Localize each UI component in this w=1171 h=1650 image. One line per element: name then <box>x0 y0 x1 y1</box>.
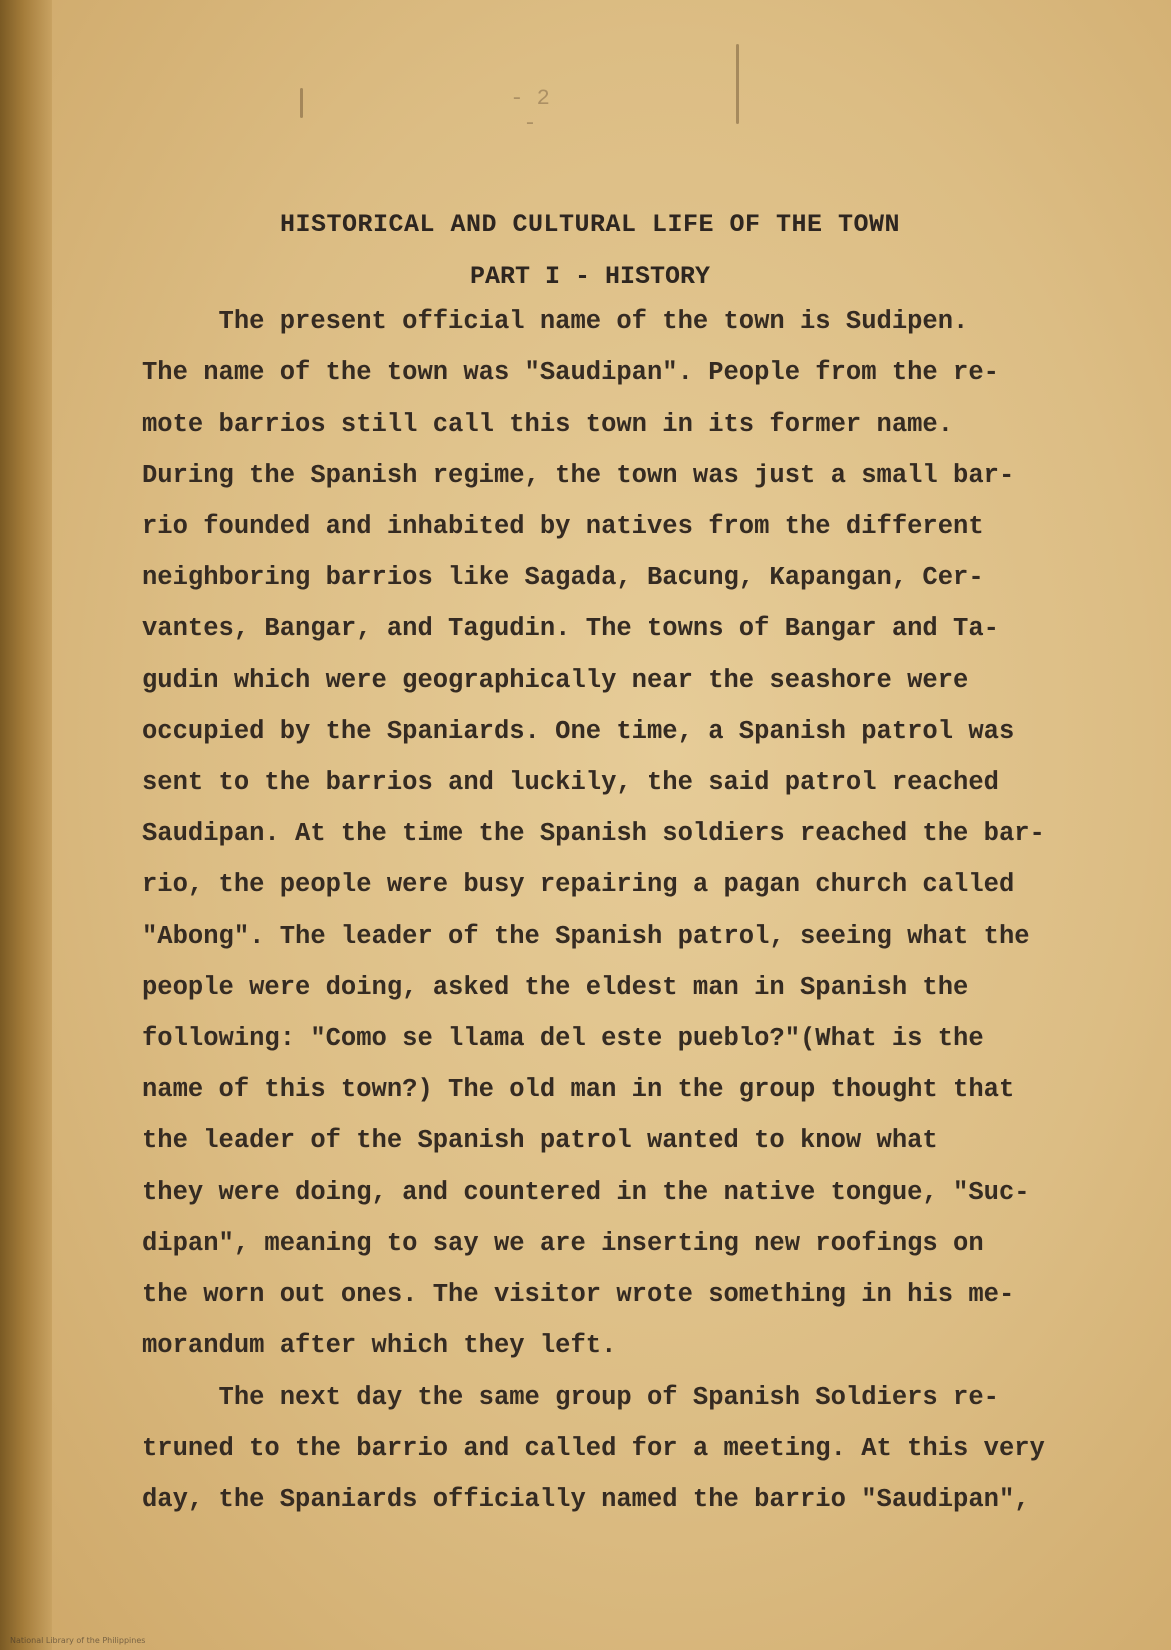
text-line: The present official name of the town is Sudipen. <box>142 307 969 336</box>
text-line: morandum after which they left. <box>142 1331 617 1360</box>
text-line: rio founded and inhabited by natives from the different <box>142 512 984 541</box>
text-line: gudin which were geographically near the seashore were <box>142 666 969 695</box>
text-line: they were doing, and countered in the native tongue, "Suc- <box>142 1178 1030 1207</box>
page-title: HISTORICAL AND CULTURAL LIFE OF THE TOWN <box>279 210 901 239</box>
book-binding-edge <box>0 0 52 1650</box>
page-number: - 2 - <box>510 86 550 136</box>
text-line: people were doing, asked the eldest man in Spanish the <box>142 973 969 1002</box>
text-line: day, the Spaniards officially named the barrio "Saudipan", <box>142 1485 1030 1514</box>
text-line: neighboring barrios like Sagada, Bacung, Kapangan, Cer- <box>142 563 984 592</box>
text-line: "Abong". The leader of the Spanish patrol, seeing what the <box>142 922 1030 951</box>
text-line: Saudipan. At the time the Spanish soldiers reached the bar- <box>142 819 1045 848</box>
text-line: mote barrios still call this town in its former name. <box>142 410 954 439</box>
text-line: vantes, Bangar, and Tagudin. The towns of Bangar and Ta- <box>142 614 999 643</box>
text-line: occupied by the Spaniards. One time, a Spanish patrol was <box>142 717 1015 746</box>
text-line: dipan", meaning to say we are inserting new roofings on <box>142 1229 984 1258</box>
text-line: name of this town?) The old man in the group thought that <box>142 1075 1015 1104</box>
text-line: following: "Como se llama del este pueblo?"(What is the <box>142 1024 984 1053</box>
page-subtitle: PART I - HISTORY <box>469 262 711 291</box>
text-line: sent to the barrios and luckily, the said patrol reached <box>142 768 999 797</box>
text-line: During the Spanish regime, the town was just a small bar- <box>142 461 1015 490</box>
staple-mark-right <box>736 44 739 124</box>
text-line: truned to the barrio and called for a meeting. At this very <box>142 1434 1045 1463</box>
scan-footer-label: National Library of the Philippines <box>10 1636 146 1645</box>
text-line: rio, the people were busy repairing a pagan church called <box>142 870 1015 899</box>
text-line: The name of the town was "Saudipan". People from the re- <box>142 358 999 387</box>
text-line: the leader of the Spanish patrol wanted to know what <box>142 1126 938 1155</box>
text-line: the worn out ones. The visitor wrote something in his me- <box>142 1280 1015 1309</box>
text-line: The next day the same group of Spanish Soldiers re- <box>142 1383 999 1412</box>
staple-mark-left <box>300 88 303 118</box>
